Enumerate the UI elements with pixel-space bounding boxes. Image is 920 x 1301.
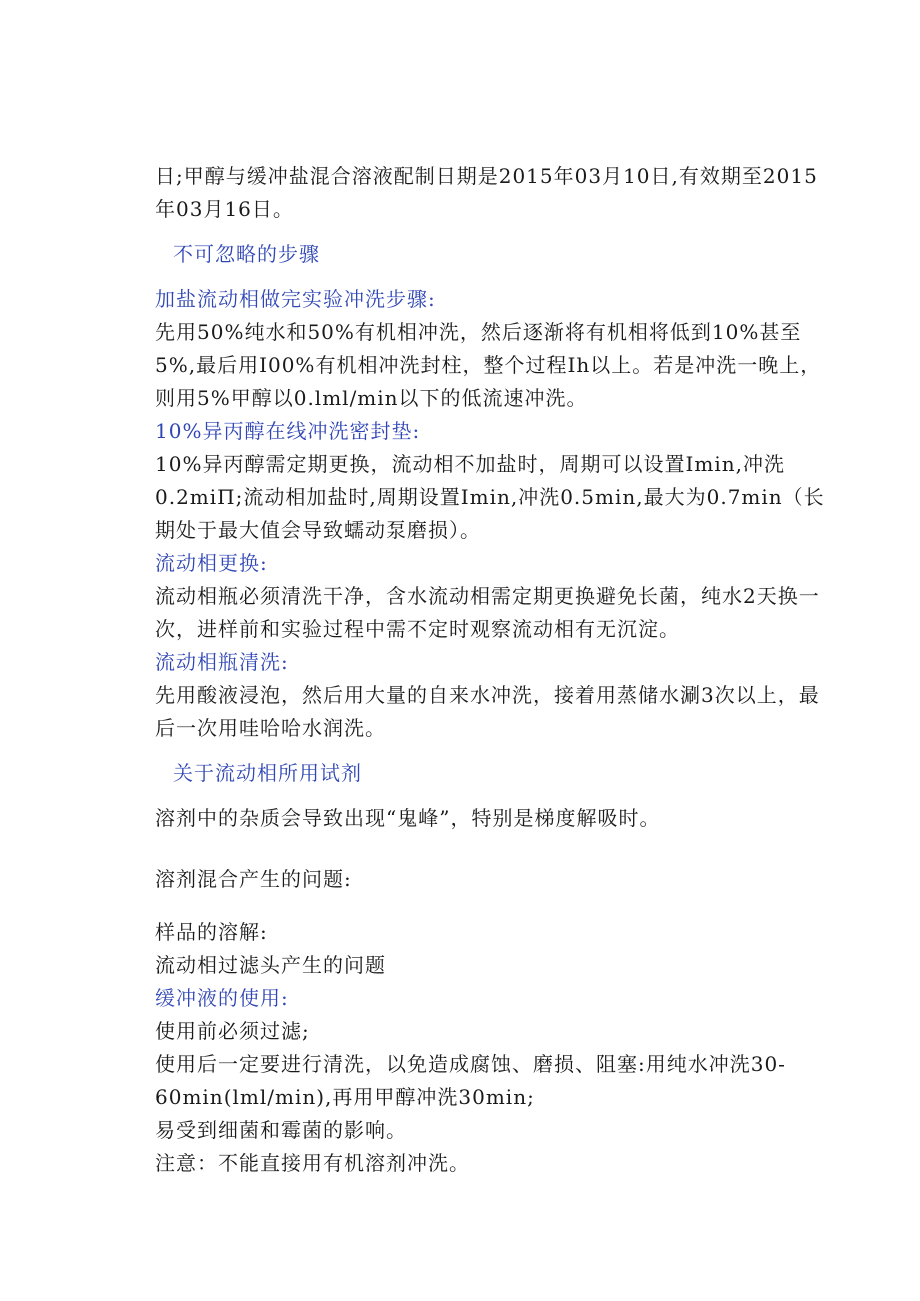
paragraph-mobile-phase-change: 流动相瓶必须清洗干净，含水流动相需定期更换避免长菌，纯水2天换一次，进样前和实验过程中需不定时观察流动相有无沉淀。 [155, 584, 820, 641]
paragraph-clean-after-use: 使用后一定要进行清洗，以免造成腐蚀、磨损、阻塞:用纯水冲洗30-60min(lml/min),再用甲醇冲洗30min; [155, 1052, 786, 1109]
paragraph-note: 注意：不能直接用有机溶剂冲洗。 [155, 1151, 470, 1175]
paragraph-solvent-mixing: 溶剂混合产生的问题: [155, 867, 352, 891]
paragraph-sample-dissolution: 样品的溶解: [155, 920, 268, 944]
document-page [155, 160, 835, 1180]
paragraph-impurities: 溶剂中的杂质会导致出现“鬼峰”，特别是梯度解吸时。 [155, 806, 661, 830]
spacer [155, 745, 835, 757]
paragraph-isopropanol: 10%异丙醇需定期更换，流动相不加盐时，周期可以设置Imin,冲洗0.2miΠ;流动相加盐时,周期设置Imin,冲洗0.5min,最大为0.7min（长期处于最大值会导致蠕动泵磨损）。 [155, 452, 825, 542]
section-heading-steps: 不可忽略的步骤 [173, 242, 320, 266]
subheading-bottle-cleaning: 流动相瓶清洗: [155, 650, 289, 674]
spacer [155, 896, 835, 916]
spacer [155, 790, 835, 802]
section-heading-reagents: 关于流动相所用试剂 [173, 761, 362, 785]
paragraph-filter-head: 流动相过滤头产生的问题 [155, 953, 386, 977]
subheading-buffer-usage: 缓冲液的使用: [155, 986, 289, 1010]
paragraph-bacteria: 易受到细菌和霉菌的影响。 [155, 1118, 407, 1142]
spacer [155, 226, 835, 238]
paragraph-salt-flush: 先用50%纯水和50%有机相冲洗，然后逐渐将有机相将低到10%甚至5%,最后用I00%有机相冲洗封柱，整个过程Ih以上。若是冲洗一晚上，则用5%甲醇以0.lml/min以下的低流速冲洗。 [155, 320, 822, 410]
spacer [155, 835, 835, 863]
paragraph-filter-before-use: 使用前必须过滤; [155, 1019, 310, 1043]
subheading-isopropanol: 10%异丙醇在线冲洗密封垫: [155, 419, 421, 443]
spacer [155, 271, 835, 283]
subheading-mobile-phase-change: 流动相更换: [155, 551, 268, 575]
subheading-salt-flush: 加盐流动相做完实验冲洗步骤: [155, 287, 436, 311]
paragraph-bottle-cleaning: 先用酸液浸泡，然后用大量的自来水冲洗，接着用蒸储水涮3次以上，最后一次用哇哈哈水润洗。 [155, 683, 820, 740]
intro-paragraph: 日;甲醇与缓冲盐混合溶液配制日期是2015年03月10日,有效期至2015年03月16日。 [155, 164, 818, 221]
